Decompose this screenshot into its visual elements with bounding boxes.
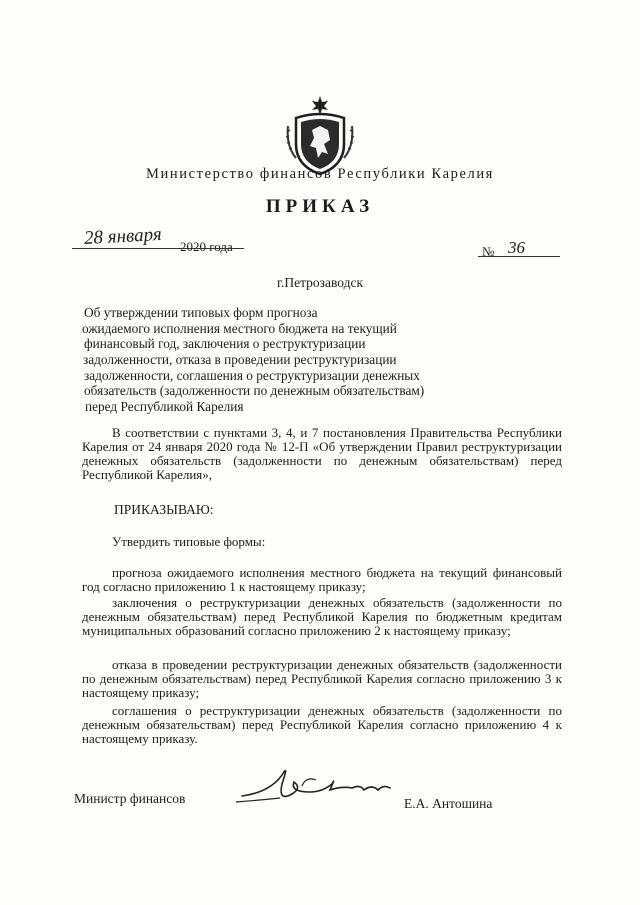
document-type: ПРИКАЗ	[265, 196, 375, 217]
approve-line: Утвердить типовые формы:	[112, 534, 266, 549]
list-item: отказа в проведении реструктуризации денежных обязательств (задолженности по денежным обязательствам) перед Республикой Карелия согласно приложению 3 к настоящему приказу;	[82, 657, 562, 700]
subject-line: перед Республикой Карелия	[85, 399, 244, 414]
subject-line: задолженности, соглашения о реструктуризации денежных	[84, 368, 420, 383]
order-word: ПРИКАЗЫВАЮ:	[114, 502, 214, 517]
preamble-paragraph: В соответствии с пунктами 3, 4, и 7 постановления Правительства Республики Карелия от 24 января 2020 года № 12-П «Об утверждении Правил реструктуризации денежных обязательств (задолженности по денежным обязательствам) перед Республикой Карелия»,	[82, 425, 562, 482]
subject-line: Об утверждении типовых форм прогноза	[84, 305, 318, 320]
subject-line: ожидаемого исполнения местного бюджета на текущий	[82, 321, 397, 336]
subject-line: финансовый год, заключения о реструктуризации	[84, 336, 366, 351]
list-item: соглашения о реструктуризации денежных обязательств (задолженности по денежным обязательствам) перед Республикой Карелия согласно приложению 4 к настоящему приказу.	[82, 703, 562, 746]
signatory-name: Е.А. Антошина	[404, 796, 493, 811]
handwritten-signature	[232, 762, 402, 810]
subject-line: обязательств (задолженности по денежным обязательствам)	[84, 383, 425, 398]
number-handwritten: 36	[508, 238, 525, 257]
subject-line: задолженности, отказа в проведении реструктуризации	[83, 352, 397, 367]
date-year: 2020 года	[180, 239, 233, 254]
list-item: прогноза ожидаемого исполнения местного бюджета на текущий финансовый год согласно приложению 1 к настоящему приказу;	[82, 565, 562, 594]
date-handwritten: 28 января	[83, 223, 163, 250]
number-underline	[478, 256, 560, 257]
city: г.Петрозаводск	[276, 275, 364, 290]
signatory-position: Министр финансов	[74, 791, 186, 806]
karelia-coat-of-arms-icon	[284, 96, 356, 176]
list-item: заключения о реструктуризации денежных обязательств (задолженности по денежным обязательствам) перед Республикой Карелия по бюджетным кредитам муниципальных образований согласно приложению 2 к настоящему приказу;	[82, 595, 562, 638]
number-sign: №	[482, 244, 495, 259]
date-underline	[72, 248, 244, 249]
ministry-name: Министерство финансов Республики Карелия	[146, 166, 494, 182]
